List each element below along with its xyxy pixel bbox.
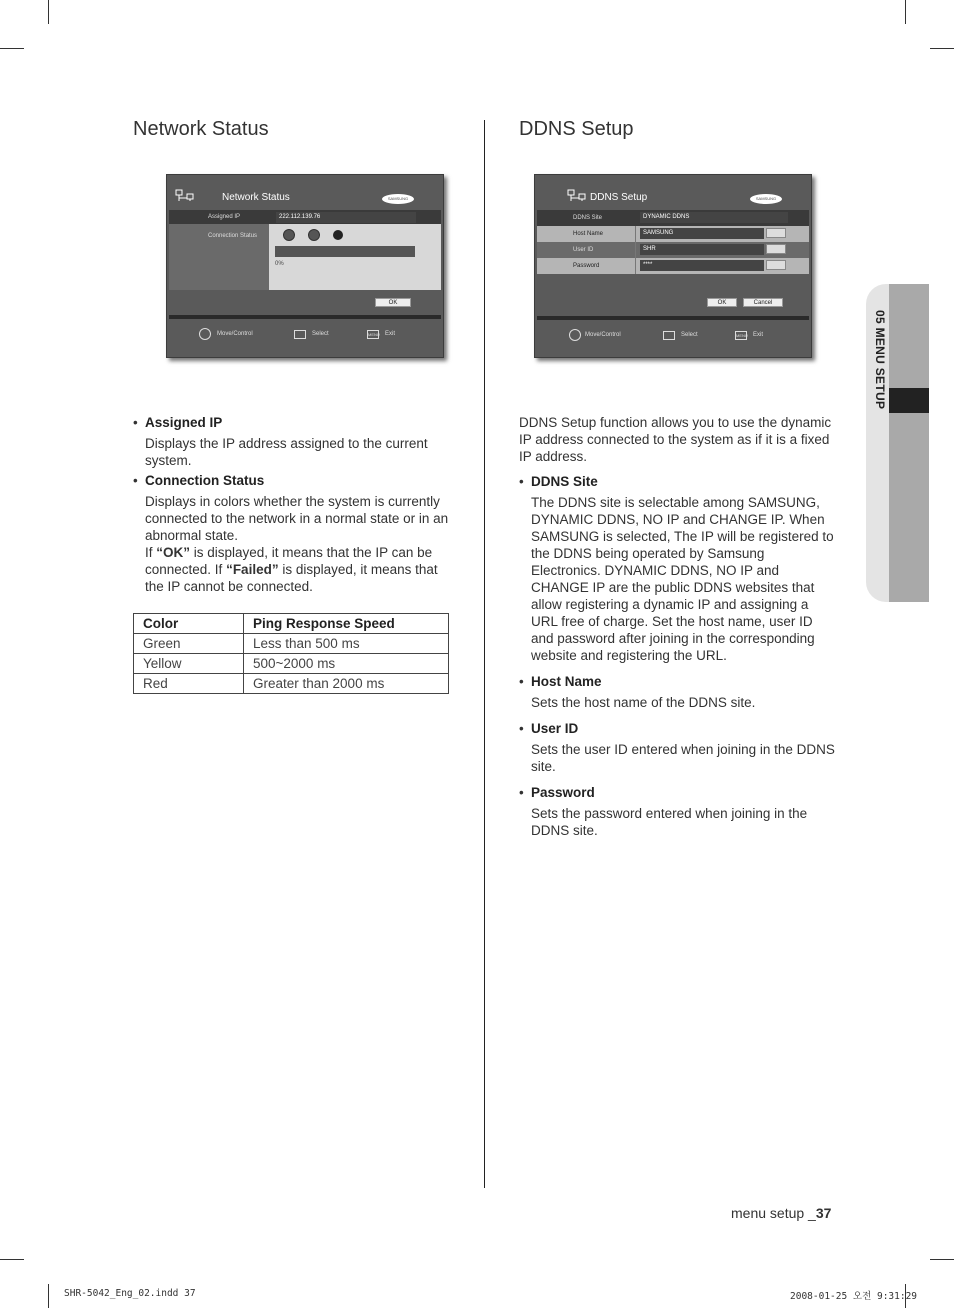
bullet-assigned-ip: • Assigned IP Displays the IP address assigned to the current system.: [133, 414, 453, 469]
bullet-text: Sets the host name of the DDNS site.: [531, 695, 756, 710]
crop-mark: [48, 1284, 49, 1308]
ddns-site-select[interactable]: DYNAMIC DDNS: [640, 212, 788, 223]
footer-exit: Exit: [753, 332, 764, 338]
ddns-setup-heading: DDNS Setup: [519, 118, 634, 140]
move-control-icon: [569, 329, 581, 341]
status-light-red: [333, 230, 343, 240]
footer-move: Move/Control: [217, 331, 253, 337]
bullet-ddns-site: • DDNS Site The DDNS site is selectable among SAMSUNG, DYNAMIC DDNS, NO IP and CHANGE IP. When SAMSUNG is selected, The IP will be registered to the DDNS being operated by Samsung Electronics. DYNAMIC DDNS, NO IP and CHANGE IP are the public DDNS websites that allow registering a dynamic IP and assigning a URL free of charge. Set the host name, user ID and password after joining in the corresponding website and registering the URL.: [519, 473, 837, 664]
bullet-title: DDNS Site: [531, 474, 598, 489]
footer-move: Move/Control: [585, 332, 621, 338]
samsung-logo: SAMSUNG: [382, 194, 414, 204]
user-id-label: User ID: [573, 247, 594, 253]
host-name-field[interactable]: SAMSUNG: [640, 228, 764, 239]
table-row: [134, 674, 449, 694]
ddns-site-label: DDNS Site: [573, 215, 603, 221]
crop-mark: [0, 1259, 24, 1260]
progress-text: 0%: [275, 261, 284, 267]
keyboard-icon[interactable]: [766, 228, 786, 238]
ok-button[interactable]: OK: [375, 298, 411, 307]
cancel-button[interactable]: Cancel: [743, 298, 783, 307]
table-header: Color: [134, 614, 244, 634]
bullet-text: Displays in colors whether the system is currently connected to the network in a normal state or in an abnormal state.: [145, 494, 449, 543]
ddns-intro: DDNS Setup function allows you to use the dynamic IP address connected to the system as if it is a fixed IP address.: [519, 415, 832, 464]
footer-band: [537, 316, 809, 320]
bullet-title: Password: [531, 785, 595, 800]
footer-select: Select: [681, 332, 698, 338]
ok-button[interactable]: OK: [707, 298, 737, 307]
crop-mark: [905, 0, 906, 24]
progress-bar: [275, 246, 415, 257]
enter-icon: [663, 331, 675, 340]
keyboard-icon[interactable]: [766, 244, 786, 254]
footer-exit: Exit: [385, 331, 396, 337]
crop-mark: [930, 1259, 954, 1260]
table-cell: Less than 500 ms: [244, 634, 449, 654]
page-footer: menu setup _37: [731, 1205, 832, 1221]
ddns-setup-screen: [534, 174, 812, 358]
menu-key-icon: MENU: [736, 333, 748, 338]
footer-band: [169, 315, 441, 319]
bullet-host-name: • Host Name Sets the host name of the DDNS site.: [519, 673, 837, 711]
column-line: [635, 226, 636, 274]
slug-file: SHR-5042_Eng_02.indd 37: [64, 1288, 196, 1299]
table-row: [134, 634, 449, 654]
chapter-tab-strip: [889, 284, 929, 602]
table-cell: Greater than 2000 ms: [244, 674, 449, 694]
menu-key-icon: MENU: [368, 332, 380, 337]
crop-mark: [48, 0, 49, 24]
bullet-title: Assigned IP: [145, 415, 223, 430]
table-cell: Red: [134, 674, 244, 694]
host-name-label: Host Name: [573, 231, 604, 237]
table-row: [134, 654, 449, 674]
table-cell: 500~2000 ms: [244, 654, 449, 674]
table-cell: Yellow: [134, 654, 244, 674]
table-cell: Green: [134, 634, 244, 654]
bullet-text: Sets the password entered when joining in the DDNS site.: [531, 806, 808, 838]
network-status-screen: [166, 174, 444, 358]
network-status-heading: Network Status: [133, 118, 269, 140]
bullet-title: Connection Status: [145, 473, 265, 488]
ping-table: [133, 613, 449, 694]
connection-status-label: Connection Status: [208, 233, 258, 239]
assigned-ip-label: Assigned IP: [208, 214, 241, 220]
screen-title: Network Status: [222, 192, 290, 203]
assigned-ip-field[interactable]: 222.112.139.76: [276, 212, 416, 223]
bullet-title: User ID: [531, 721, 579, 736]
crop-mark: [930, 48, 954, 49]
chapter-tab-marker: [889, 388, 929, 413]
enter-icon: [294, 330, 306, 339]
bullet-text: Sets the user ID entered when joining in the DDNS site.: [531, 742, 835, 774]
slug-date: 2008-01-25 오전 9:31:29: [790, 1291, 918, 1302]
right-text: [519, 414, 837, 839]
status-light-yellow: [308, 229, 320, 241]
move-control-icon: [199, 328, 211, 340]
bullet-connection-status: • Connection Status Displays in colors whether the system is currently connected to the network in a normal state or in an abnormal state. If “OK” is displayed, it means that the IP can be connected. If “Failed” is displayed, it means that the IP cannot be connected.: [133, 472, 453, 595]
network-icon: [567, 189, 587, 203]
left-bullets: [133, 414, 453, 595]
chapter-tab-label: 05 MENU SETUP: [873, 310, 887, 410]
user-id-field[interactable]: SHR: [640, 244, 764, 255]
table-header: Ping Response Speed: [244, 614, 449, 634]
footer-select: Select: [312, 331, 329, 337]
bullet-text-ok-failed: If “OK” is displayed, it means that the IP can be connected. If “Failed” is displayed, it means that the IP cannot be connected.: [145, 545, 438, 594]
bullet-text: Displays the IP address assigned to the current system.: [145, 436, 428, 468]
bullet-password: • Password Sets the password entered when joining in the DDNS site.: [519, 784, 837, 839]
samsung-logo: SAMSUNG: [750, 194, 782, 204]
password-field[interactable]: ****: [640, 260, 764, 271]
crop-mark: [0, 48, 24, 49]
column-divider: [484, 120, 485, 1188]
status-light-green: [283, 229, 295, 241]
keyboard-icon[interactable]: [766, 260, 786, 270]
screen-title: DDNS Setup: [590, 192, 648, 203]
bullet-text: The DDNS site is selectable among SAMSUNG, DYNAMIC DDNS, NO IP and CHANGE IP. When SAMSUNG is selected, The IP will be registered to the DDNS being operated by Samsung Electronics. DYNAMIC DDNS, NO IP and CHANGE IP are the public DDNS websites that allow registering a dynamic IP and assigning a URL free of charge. Set the host name, user ID and password after joining in the corresponding website and registering the URL.: [531, 495, 834, 663]
bullet-user-id: • User ID Sets the user ID entered when joining in the DDNS site.: [519, 720, 837, 775]
bullet-title: Host Name: [531, 674, 602, 689]
network-icon: [175, 189, 195, 203]
password-label: Password: [573, 263, 600, 269]
